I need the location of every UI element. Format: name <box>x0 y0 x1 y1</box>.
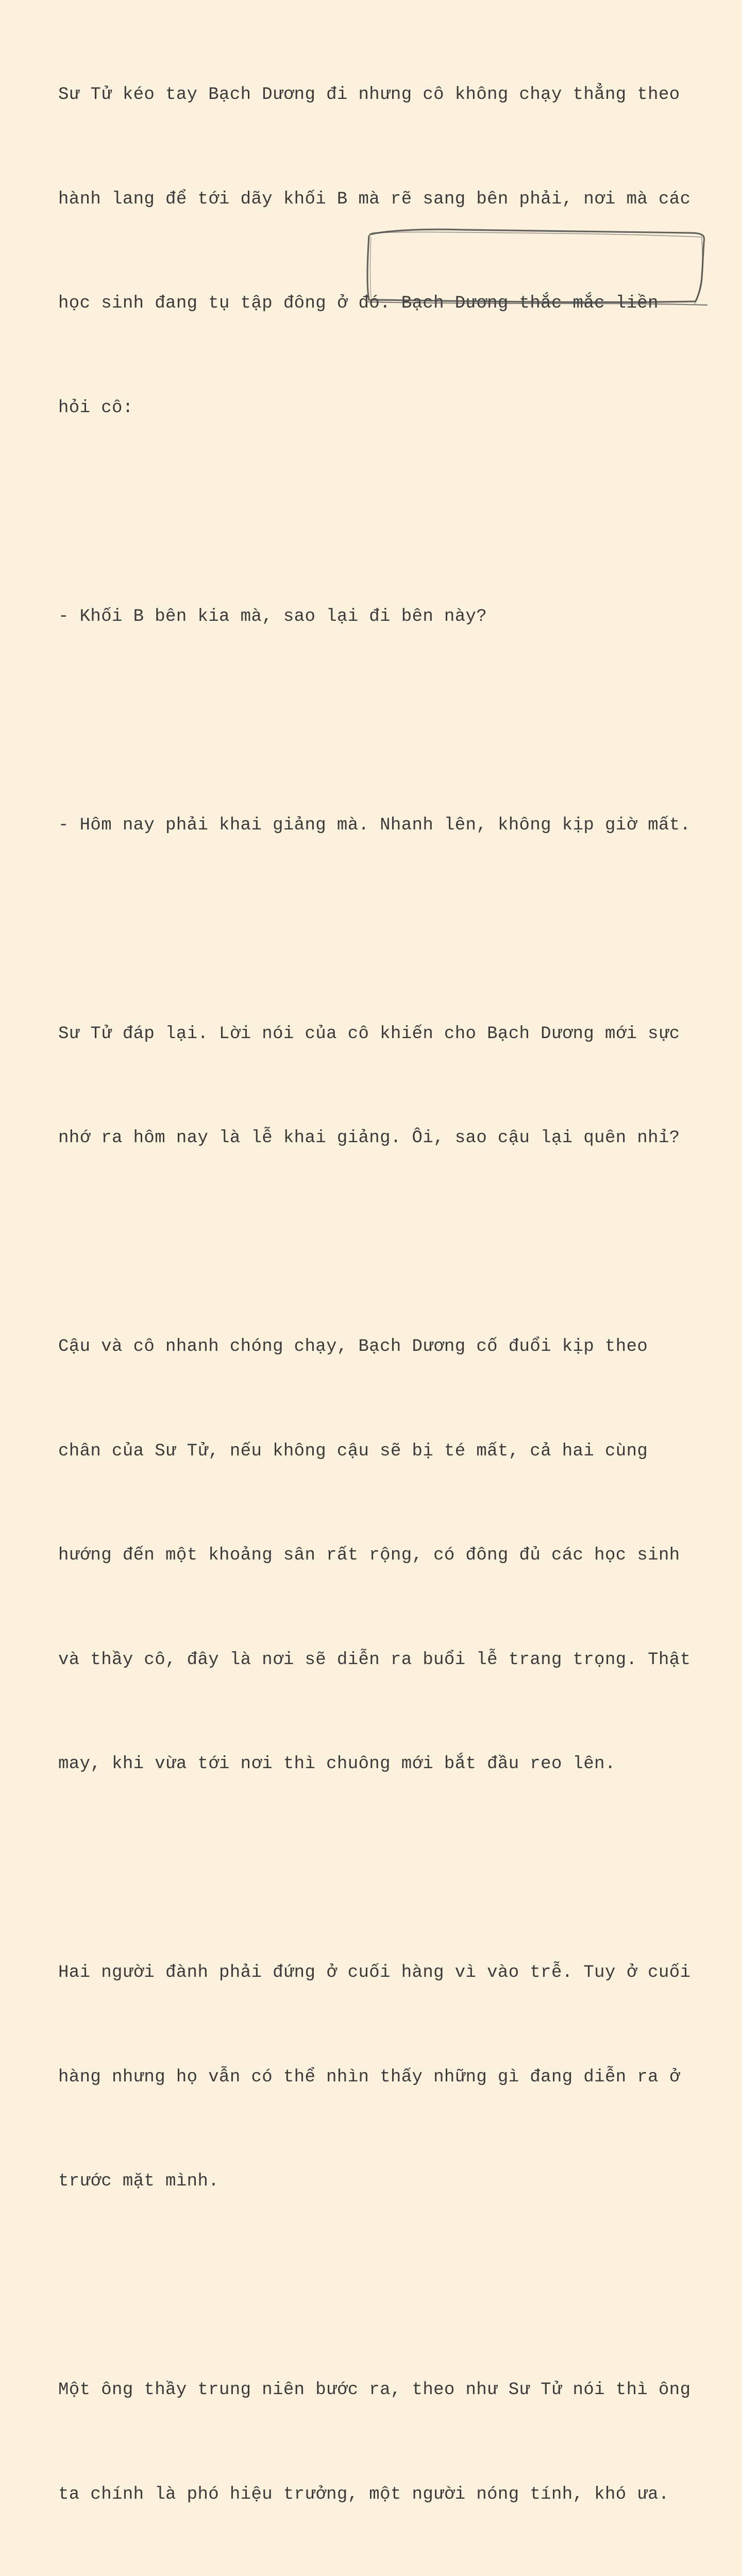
text-line: trước mặt mình. <box>58 2172 220 2191</box>
text-line: nhớ ra hôm nay là lễ khai giảng. Ôi, sao cậu lại quên nhỉ? <box>58 1128 680 1148</box>
paragraph-6 <box>58 1886 692 2269</box>
text-line: hỏi cô: <box>58 398 133 418</box>
text-line: - Khối B bên kia mà, sao lại đi bên này? <box>58 606 487 626</box>
text-line: ta chính là phó hiệu trưởng, một người nóng tính, khó ưa. <box>58 2484 669 2504</box>
paragraph-7 <box>58 2303 692 2576</box>
text-line: chân của Sư Tử, nếu không cậu sẽ bị té mất, cả hai cùng <box>58 1441 648 1461</box>
text-line: học sinh đang tụ tập đông ở đó. Bạch Dương thắc mắc liền <box>58 294 659 313</box>
text-body[interactable] <box>58 8 692 2576</box>
paragraph-2 <box>58 530 692 704</box>
text-line: hành lang để tới dãy khối B mà rẽ sang bên phải, nơi mà các <box>58 189 691 209</box>
text-line: hướng đến một khoảng sân rất rộng, có đông đủ các học sinh <box>58 1546 680 1565</box>
paragraph-1 <box>58 8 692 495</box>
text-line: may, khi vừa tới nơi thì chuông mới bắt đầu reo lên. <box>58 1754 616 1774</box>
paragraph-5 <box>58 1260 692 1852</box>
text-line <box>58 808 692 843</box>
text-line: và thầy cô, đây là nơi sẽ diễn ra buổi lễ trang trọng. Thật <box>58 1650 691 1670</box>
text-line: Sư Tử đáp lại. Lời nói của cô khiến cho Bạch Dương mới sực <box>58 1024 680 1044</box>
paragraph-4 <box>58 947 692 1226</box>
dialogue-prefix: - Hôm nay phải khai giảng mà. <box>58 815 380 835</box>
highlighted-text[interactable]: Nhanh lên, không kịp giờ mất. <box>380 815 691 835</box>
text-line: Cậu và cô nhanh chóng chạy, Bạch Dương cố đuổi kịp theo <box>58 1337 648 1357</box>
text-line: hàng nhưng họ vẫn có thể nhìn thấy những gì đang diễn ra ở <box>58 2067 680 2087</box>
text-line: Sư Tử kéo tay Bạch Dương đi nhưng cô không chạy thẳng theo <box>58 85 680 105</box>
text-line: Hai người đành phải đứng ở cuối hàng vì vào trễ. Tuy ở cuối <box>58 1963 691 1982</box>
text-line: Một ông thầy trung niên bước ra, theo như Sư Tử nói thì ông <box>58 2380 691 2400</box>
paragraph-3 <box>58 739 692 913</box>
